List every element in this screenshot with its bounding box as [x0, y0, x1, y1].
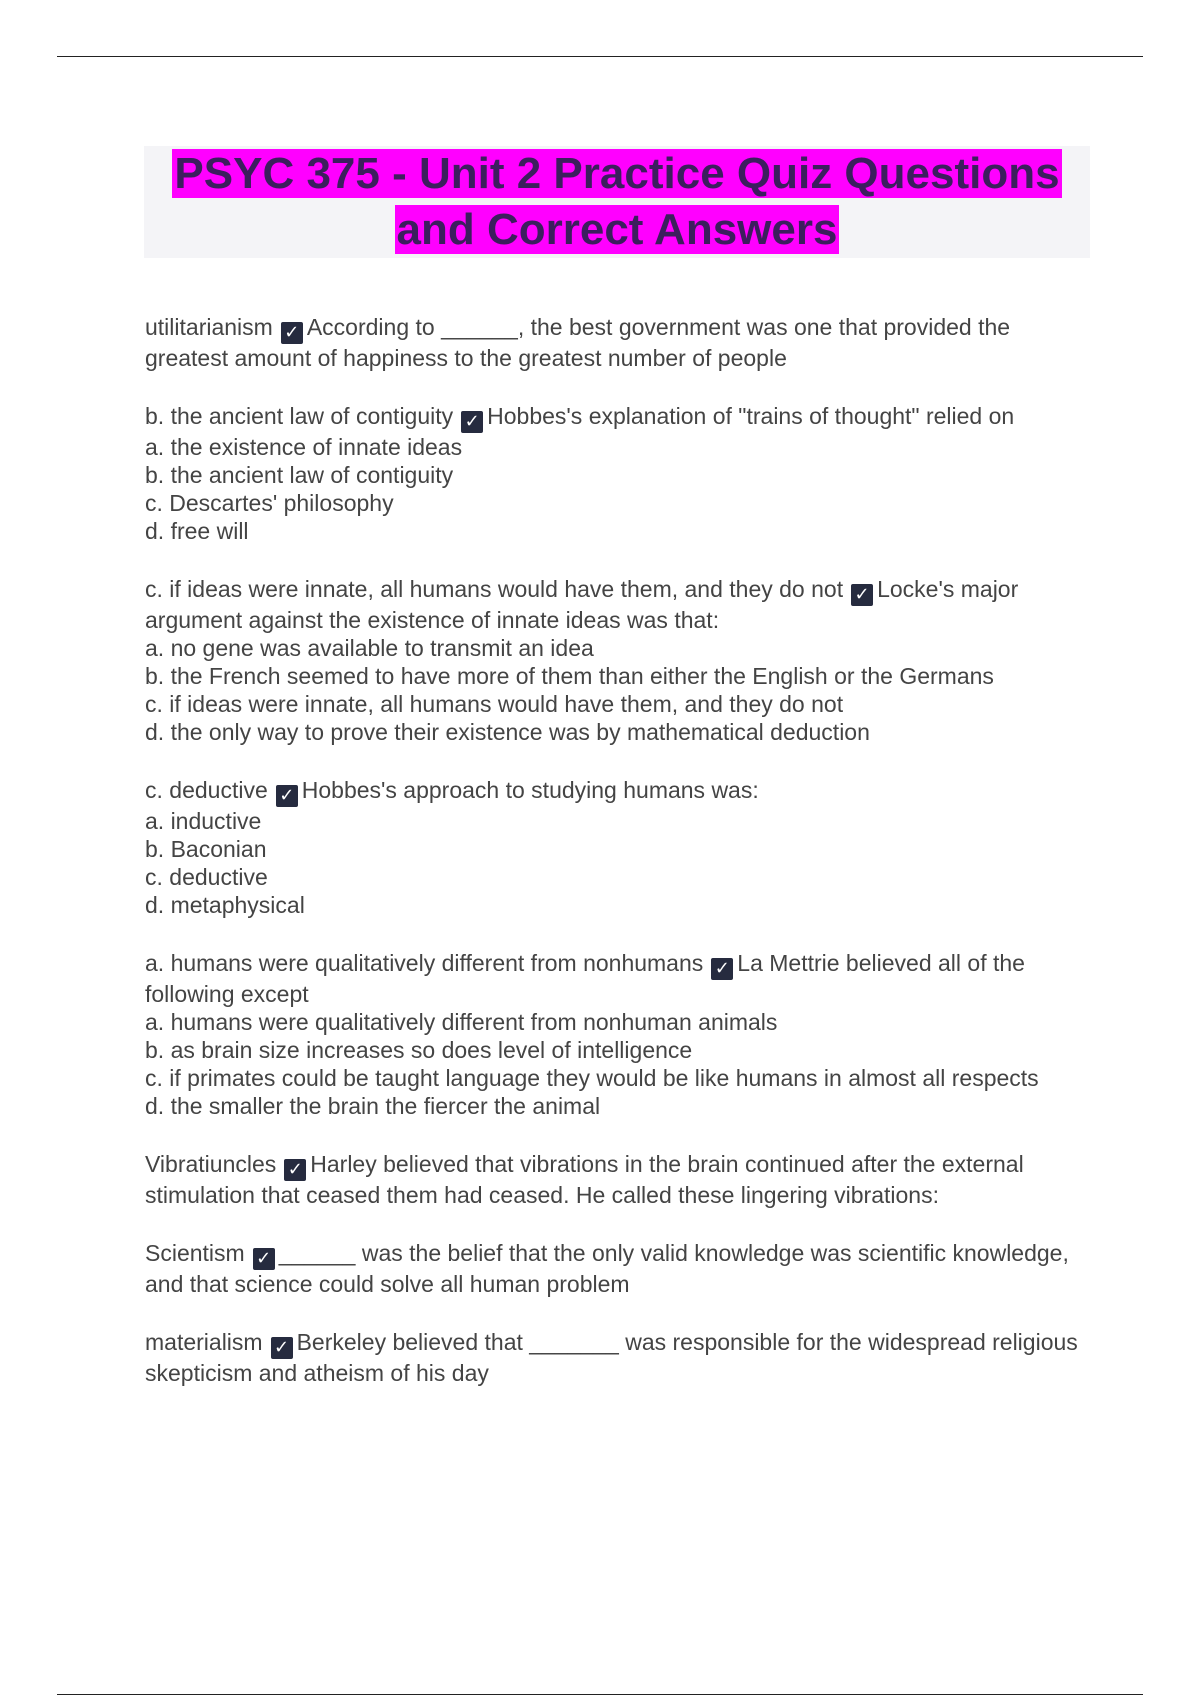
- card-question: Harley believed that vibrations in the brain continued after the external stimulation that ceased them had ceased. He called these lingering vibrations:: [145, 1151, 1024, 1208]
- quiz-card: [145, 1328, 1095, 1387]
- card-line: [145, 1150, 1095, 1209]
- option-item: c. deductive: [145, 864, 268, 890]
- top-rule: [57, 56, 1143, 57]
- option-item: a. inductive: [145, 808, 262, 834]
- card-line: [145, 1328, 1095, 1387]
- quiz-content: [145, 313, 1095, 1417]
- checkmark-icon: ✓: [276, 785, 298, 807]
- checkmark-icon: ✓: [711, 958, 733, 980]
- card-answer: a. humans were qualitatively different from nonhumans: [145, 950, 704, 976]
- option-item: d. free will: [145, 518, 249, 544]
- card-line: [145, 949, 1095, 1008]
- card-question: Locke's major argument against the existence of innate ideas was that:: [145, 576, 1019, 633]
- checkmark-icon: ✓: [851, 584, 873, 606]
- quiz-card: [145, 575, 1095, 746]
- card-answer: Scientism: [145, 1240, 245, 1266]
- card-answer: c. if ideas were innate, all humans would have them, and they do not: [145, 576, 844, 602]
- checkmark-icon: ✓: [461, 411, 483, 433]
- card-question: Berkeley believed that _______ was responsible for the widespread religious skepticism and atheism of his day: [145, 1329, 1078, 1386]
- title-band: [144, 146, 1090, 258]
- option-list: [145, 433, 1095, 545]
- option-item: a. humans were qualitatively different from nonhuman animals: [145, 1009, 778, 1035]
- card-line: [145, 1239, 1095, 1298]
- option-item: d. the smaller the brain the fiercer the animal: [145, 1093, 601, 1119]
- card-question: La Mettrie believed all of the following except: [145, 950, 1025, 1007]
- card-question: ______ was the belief that the only valid knowledge was scientific knowledge, and that science could solve all human problem: [145, 1240, 1069, 1297]
- option-list: [145, 634, 1095, 746]
- checkmark-icon: ✓: [281, 322, 303, 344]
- quiz-card: [145, 949, 1095, 1120]
- card-line: [145, 402, 1095, 433]
- checkmark-icon: ✓: [271, 1337, 293, 1359]
- option-item: d. the only way to prove their existence was by mathematical deduction: [145, 719, 870, 745]
- card-line: [145, 776, 1095, 807]
- card-line: [145, 313, 1095, 372]
- card-question: Hobbes's approach to studying humans was:: [301, 777, 759, 803]
- page-title: [144, 146, 1090, 258]
- card-answer: utilitarianism: [145, 314, 273, 340]
- option-list: [145, 807, 1095, 919]
- option-list: [145, 1008, 1095, 1120]
- checkmark-icon: ✓: [284, 1159, 306, 1181]
- title-highlight: PSYC 375 - Unit 2 Practice Quiz Questions and Correct Answers: [174, 149, 1060, 254]
- quiz-card: [145, 402, 1095, 545]
- option-item: b. as brain size increases so does level of intelligence: [145, 1037, 693, 1063]
- bottom-rule: [57, 1694, 1143, 1695]
- option-item: c. if ideas were innate, all humans would have them, and they do not: [145, 691, 844, 717]
- quiz-card: [145, 313, 1095, 372]
- option-item: c. Descartes' philosophy: [145, 490, 394, 516]
- option-item: c. if primates could be taught language they would be like humans in almost all respects: [145, 1065, 1039, 1091]
- card-answer: materialism: [145, 1329, 263, 1355]
- option-item: d. metaphysical: [145, 892, 305, 918]
- quiz-card: [145, 1150, 1095, 1209]
- option-item: b. Baconian: [145, 836, 267, 862]
- checkmark-icon: ✓: [253, 1248, 275, 1270]
- card-line: [145, 575, 1095, 634]
- option-item: b. the ancient law of contiguity: [145, 462, 454, 488]
- quiz-card: [145, 776, 1095, 919]
- card-answer: c. deductive: [145, 777, 268, 803]
- option-item: a. the existence of innate ideas: [145, 434, 463, 460]
- option-item: b. the French seemed to have more of them than either the English or the Germans: [145, 663, 994, 689]
- card-question: Hobbes's explanation of "trains of thought" relied on: [487, 403, 1015, 429]
- card-question: According to ______, the best government was one that provided the greatest amount of happiness to the greatest number of people: [145, 314, 1011, 371]
- card-answer: Vibratiuncles: [145, 1151, 277, 1177]
- quiz-card: [145, 1239, 1095, 1298]
- option-item: a. no gene was available to transmit an idea: [145, 635, 594, 661]
- card-answer: b. the ancient law of contiguity: [145, 403, 454, 429]
